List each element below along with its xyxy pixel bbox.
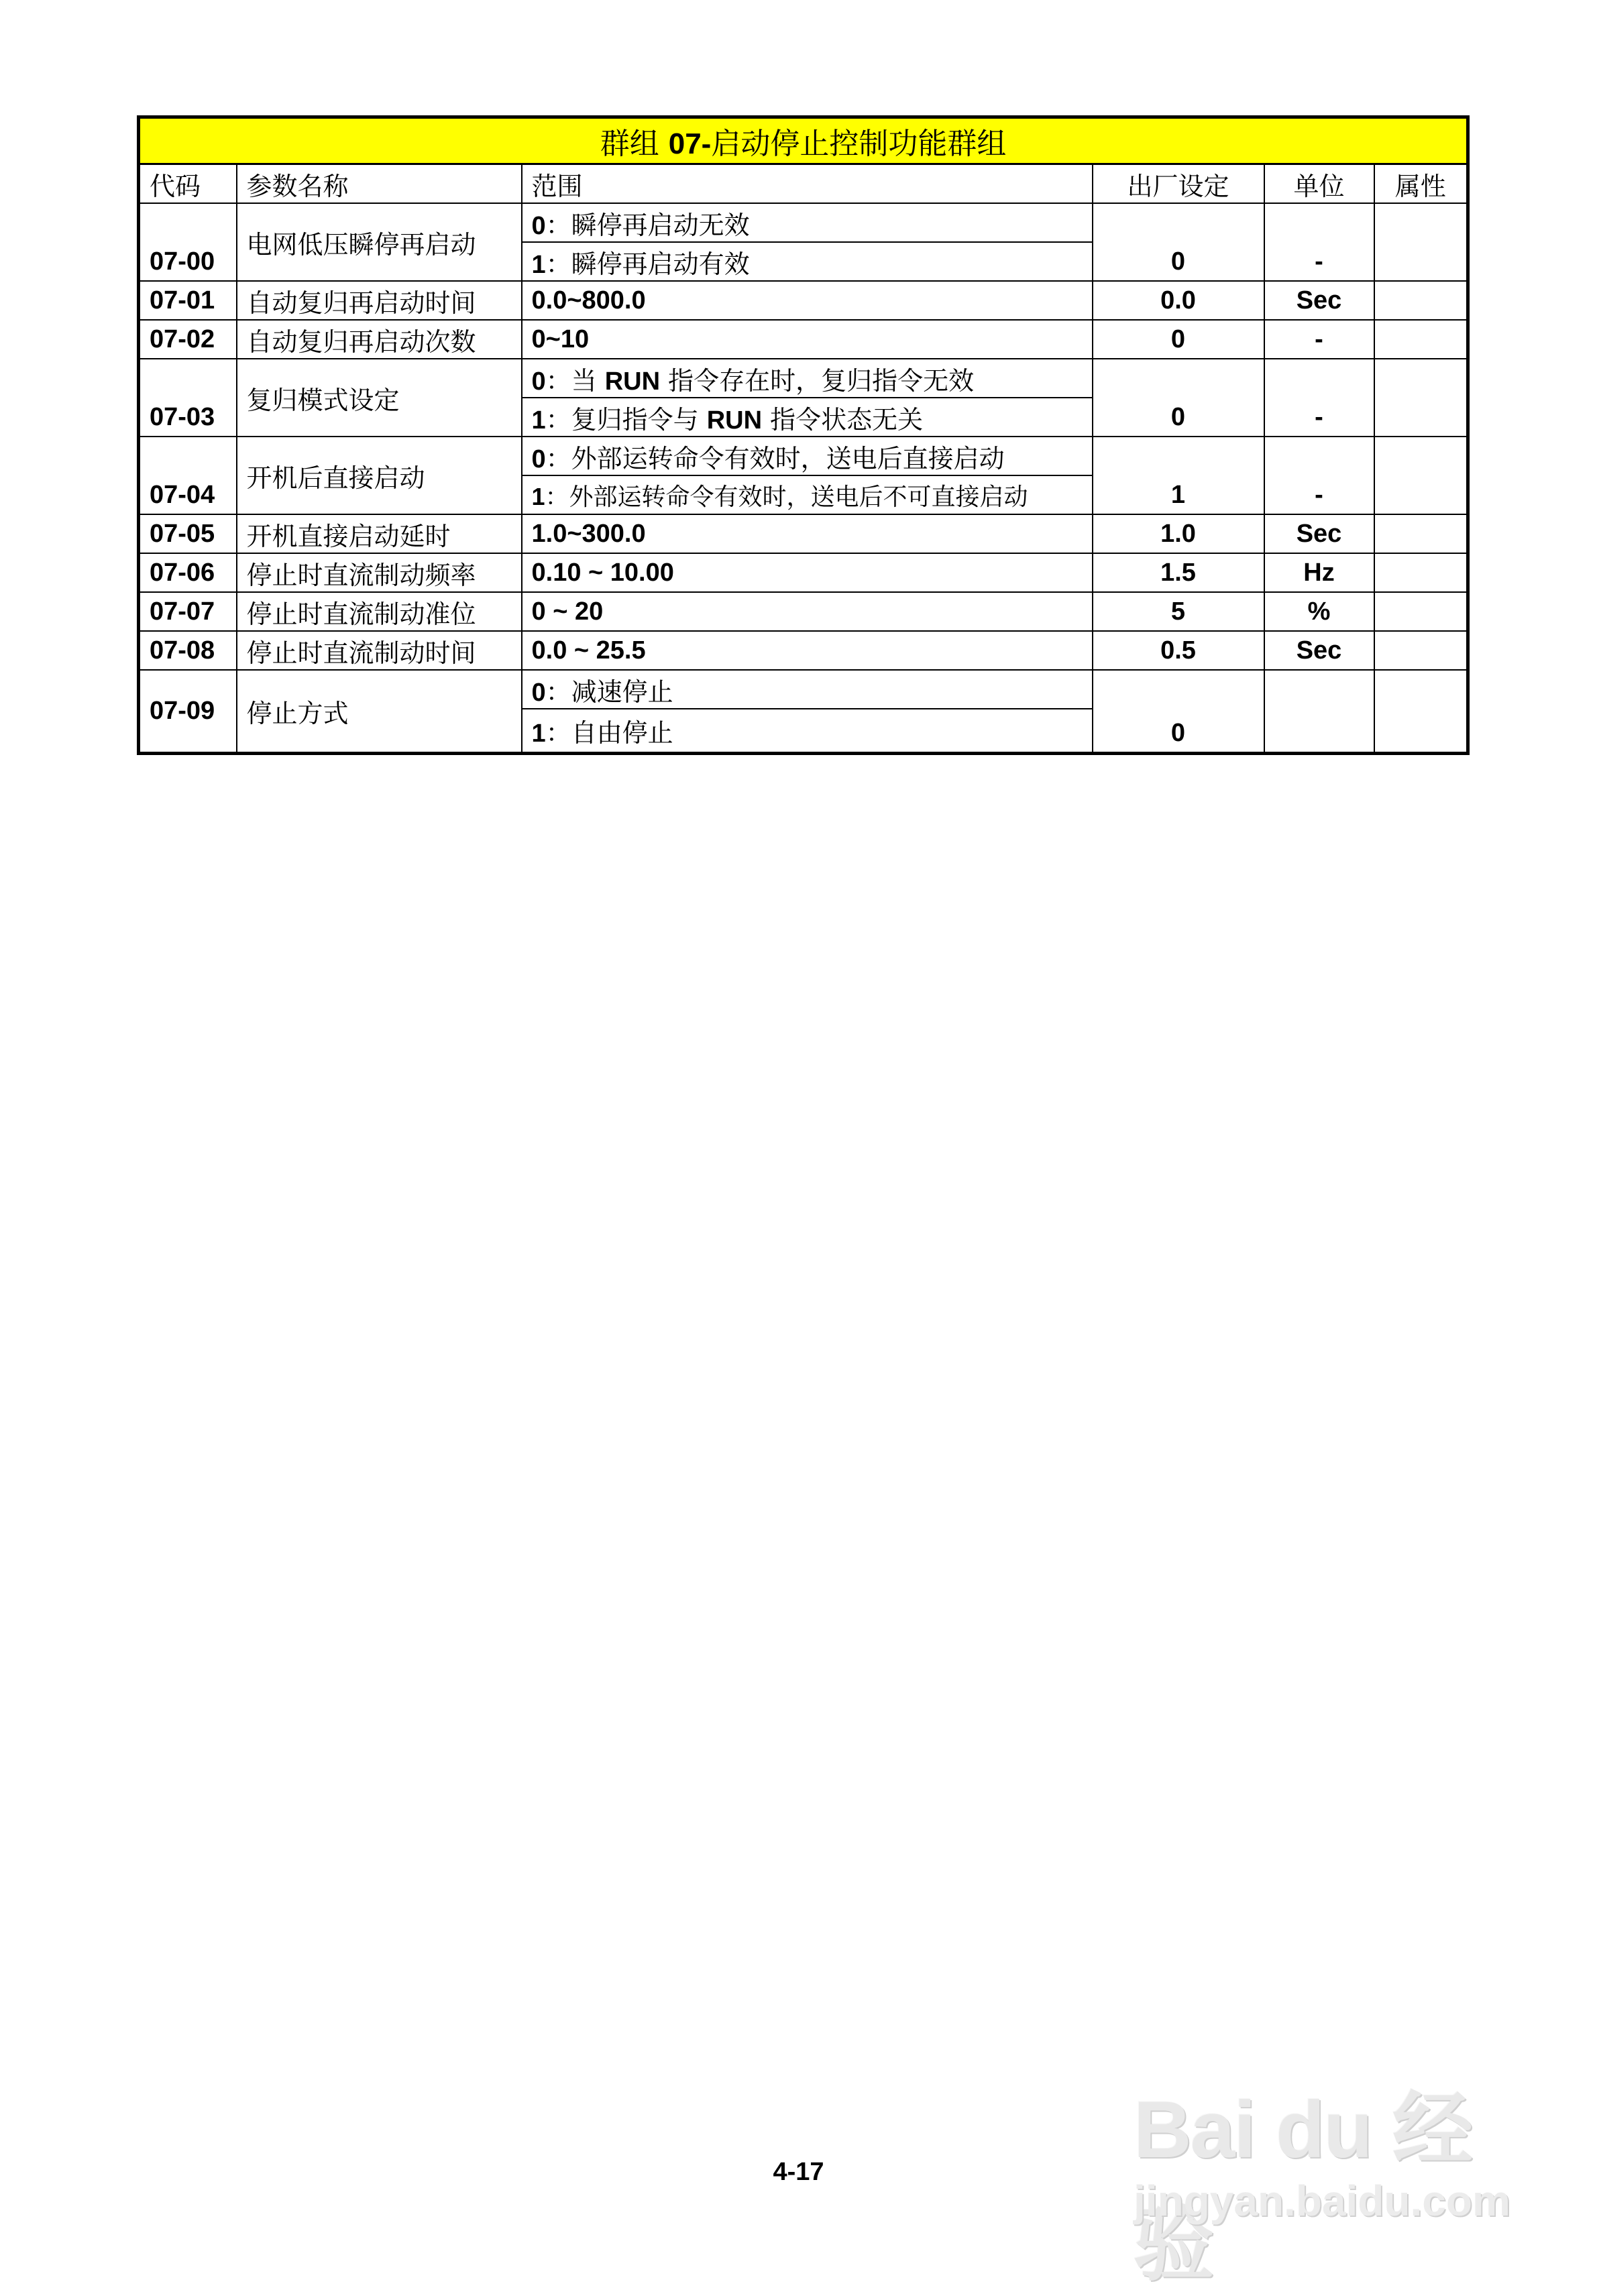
param-range: 0.0 ~ 25.5 [522,631,1093,670]
param-attr [1374,553,1468,592]
table-row [139,553,1468,592]
param-name: 自动复归再启动时间 [237,281,522,320]
page-number: 4-17 [773,2158,824,2186]
param-name: 电网低压瞬停再启动 [237,203,522,281]
param-name: 复归模式设定 [237,359,522,437]
range-option-0: 0：瞬停再启动无效 [522,203,1093,242]
range-option-1: 1：自由停止 [522,709,1093,753]
param-unit: Hz [1264,553,1374,592]
param-default: 0.0 [1093,281,1264,320]
table-row [139,203,1468,242]
param-code: 07-00 [139,203,237,281]
param-name: 开机直接启动延时 [237,514,522,553]
header-name: 参数名称 [237,164,522,204]
table-title [139,117,1468,164]
param-code: 07-01 [139,281,237,320]
param-default: 1 [1093,437,1264,514]
table-row [139,631,1468,670]
param-default: 0 [1093,359,1264,437]
param-name: 停止时直流制动时间 [237,631,522,670]
param-default: 0.5 [1093,631,1264,670]
param-unit [1264,670,1374,753]
header-row [139,164,1468,204]
title-suffix: 启动停止控制功能群组 [711,127,1007,161]
header-default: 出厂设定 [1093,164,1264,204]
header-code: 代码 [139,164,237,204]
range-option-0: 0：外部运转命令有效时，送电后直接启动 [522,437,1093,475]
param-range: 1.0~300.0 [522,514,1093,553]
param-attr [1374,320,1468,359]
param-unit: Sec [1264,281,1374,320]
param-attr [1374,670,1468,753]
param-name: 停止方式 [237,670,522,753]
param-range: 0~10 [522,320,1093,359]
param-default: 0 [1093,320,1264,359]
param-code: 07-02 [139,320,237,359]
param-default: 0 [1093,203,1264,281]
param-default: 0 [1093,670,1264,753]
param-unit: - [1264,203,1374,281]
header-range: 范围 [522,164,1093,204]
title-prefix: 群组 [600,127,669,161]
header-unit: 单位 [1264,164,1374,204]
param-code: 07-03 [139,359,237,437]
param-default: 1.0 [1093,514,1264,553]
parameter-table [137,115,1470,755]
param-attr [1374,437,1468,514]
param-default: 5 [1093,592,1264,631]
param-range: 0.0~800.0 [522,281,1093,320]
param-code: 07-04 [139,437,237,514]
watermark-logo: Bai du 经验 [1134,2085,1472,2290]
table-row [139,281,1468,320]
param-code: 07-06 [139,553,237,592]
param-attr [1374,592,1468,631]
param-unit: - [1264,359,1374,437]
range-option-0: 0：减速停止 [522,670,1093,709]
param-code: 07-07 [139,592,237,631]
param-code: 07-09 [139,670,237,753]
param-name: 开机后直接启动 [237,437,522,514]
param-attr [1374,359,1468,437]
param-attr [1374,281,1468,320]
param-attr [1374,514,1468,553]
table-row [139,592,1468,631]
range-option-1: 1：外部运转命令有效时，送电后不可直接启动 [522,475,1093,514]
watermark [1134,2039,1510,2290]
param-code: 07-05 [139,514,237,553]
watermark-url: jingyan.baidu.com [1134,2177,1510,2225]
param-name: 停止时直流制动频率 [237,553,522,592]
param-code: 07-08 [139,631,237,670]
table-row [139,437,1468,475]
table-row [139,514,1468,553]
param-range: 0.10 ~ 10.00 [522,553,1093,592]
param-default: 1.5 [1093,553,1264,592]
title-group-number: 07- [668,127,712,160]
param-attr [1374,203,1468,281]
param-range: 0 ~ 20 [522,592,1093,631]
param-attr [1374,631,1468,670]
param-unit: - [1264,437,1374,514]
range-option-0: 0：当 RUN 指令存在时，复归指令无效 [522,359,1093,398]
table-row [139,670,1468,709]
range-option-1: 1：瞬停再启动有效 [522,242,1093,281]
param-unit: - [1264,320,1374,359]
header-attr: 属性 [1374,164,1468,204]
param-unit: % [1264,592,1374,631]
table-row [139,359,1468,398]
param-name: 自动复归再启动次数 [237,320,522,359]
param-unit: Sec [1264,514,1374,553]
param-unit: Sec [1264,631,1374,670]
table-row [139,320,1468,359]
range-option-1: 1：复归指令与 RUN 指令状态无关 [522,398,1093,437]
param-name: 停止时直流制动准位 [237,592,522,631]
